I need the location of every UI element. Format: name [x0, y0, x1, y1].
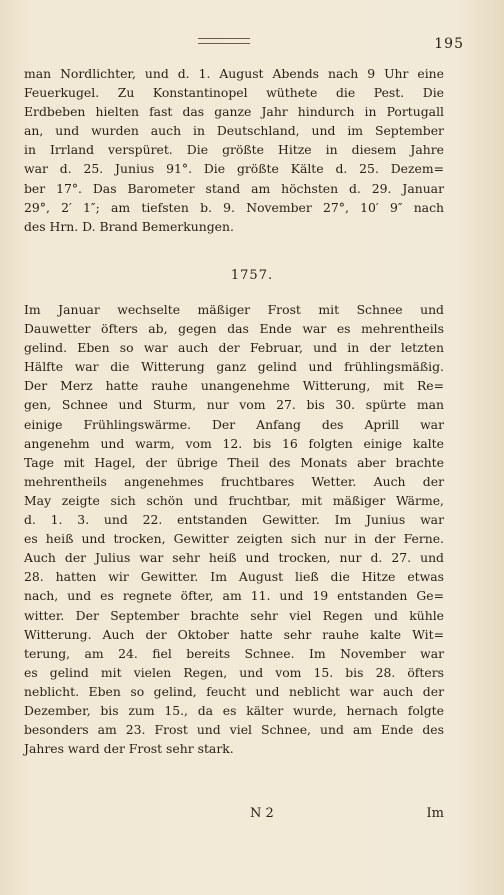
text-line: Dezember, bis zum 15., da es kälter wurde, hernach folgte — [24, 702, 444, 718]
text-line: angenehm und warm, vom 12. bis 16 folgten einige kalte — [24, 435, 444, 451]
paragraph-2 — [24, 300, 444, 758]
text-line: man Nordlichter, und d. 1. August Abends nach 9 Uhr eine — [24, 66, 444, 81]
text-line: terung, am 24. fiel bereits Schnee. Im November war — [24, 645, 444, 661]
year-heading: 1757. — [230, 268, 274, 283]
text-line: gen, Schnee und Sturm, nur vom 27. bis 30. spürte man — [24, 397, 444, 413]
paragraph-1 — [24, 64, 444, 236]
text-line: Tage mit Hagel, der übrige Theil des Monats aber brachte — [24, 454, 444, 470]
text-line: besonders am 23. Frost und viel Schnee, und am Ende des — [24, 722, 444, 738]
text-line: neblicht. Eben so gelind, feucht und neblicht war auch der — [24, 683, 444, 699]
text-line: 29°, 2′ 1″; am tiefsten b. 9. November 27°, 10′ 9″ nach — [24, 199, 444, 215]
text-line: mehrentheils angenehmes fruchtbares Wetter. Auch der — [24, 473, 444, 489]
text-line: d. 1. 3. und 22. entstanden Gewitter. Im Junius war — [24, 512, 444, 528]
text-line: 28. hatten wir Gewitter. Im August ließ die Hitze etwas — [24, 569, 444, 585]
text-line: Der Merz hatte rauhe unangenehme Witterung, mit Re= — [24, 378, 444, 394]
text-line: Feuerkugel. Zu Konstantinopel wüthete die Pest. Die — [24, 85, 444, 101]
text-line: Dauwetter öfters ab, gegen das Ende war es mehrentheils — [24, 321, 444, 337]
text-line: Im Januar wechselte mäßiger Frost mit Schnee und — [24, 302, 444, 317]
text-line: Hälfte war die Witterung ganz gelind und frühlingsmäßig. — [24, 359, 444, 375]
text-line: nach, und es regnete öfter, am 11. und 19 entstanden Ge= — [24, 588, 444, 604]
header-ornament — [198, 38, 250, 44]
text-line: an, und wurden auch in Deutschland, und im September — [24, 123, 444, 139]
text-line: in Irrland verspüret. Die größte Hitze in diesem Jahre — [24, 142, 444, 158]
text-line: May zeigte sich schön und fruchtbar, mit mäßiger Wärme, — [24, 492, 444, 508]
text-line: ber 17°. Das Barometer stand am höchsten d. 29. Januar — [24, 180, 444, 196]
text-line: witter. Der September brachte sehr viel Regen und kühle — [24, 607, 444, 623]
text-line: des Hrn. D. Brand Bemerkungen. — [24, 218, 234, 234]
page-number: 195 — [434, 36, 464, 52]
text-line: es gelind mit vielen Regen, und vom 15. bis 28. öfters — [24, 664, 444, 680]
text-line: es heiß und trocken, Gewitter zeigten sich nur in der Ferne. — [24, 531, 444, 547]
text-line: Erdbeben hielten fast das ganze Jahr hindurch in Portugall — [24, 104, 444, 120]
catchword: Im — [426, 806, 444, 821]
text-line: gelind. Eben so war auch der Februar, und in der letzten — [24, 340, 444, 356]
text-line: Witterung. Auch der Oktober hatte sehr rauhe kalte Wit= — [24, 626, 444, 642]
text-line: war d. 25. Junius 91°. Die größte Kälte d. 25. Dezem= — [24, 161, 444, 177]
text-line: Jahres ward der Frost sehr stark. — [24, 741, 234, 757]
text-line: Auch der Julius war sehr heiß und trocken, nur d. 27. und — [24, 550, 444, 566]
text-line: einige Frühlingswärme. Der Anfang des Aprill war — [24, 416, 444, 432]
signature-mark: N 2 — [250, 806, 274, 821]
